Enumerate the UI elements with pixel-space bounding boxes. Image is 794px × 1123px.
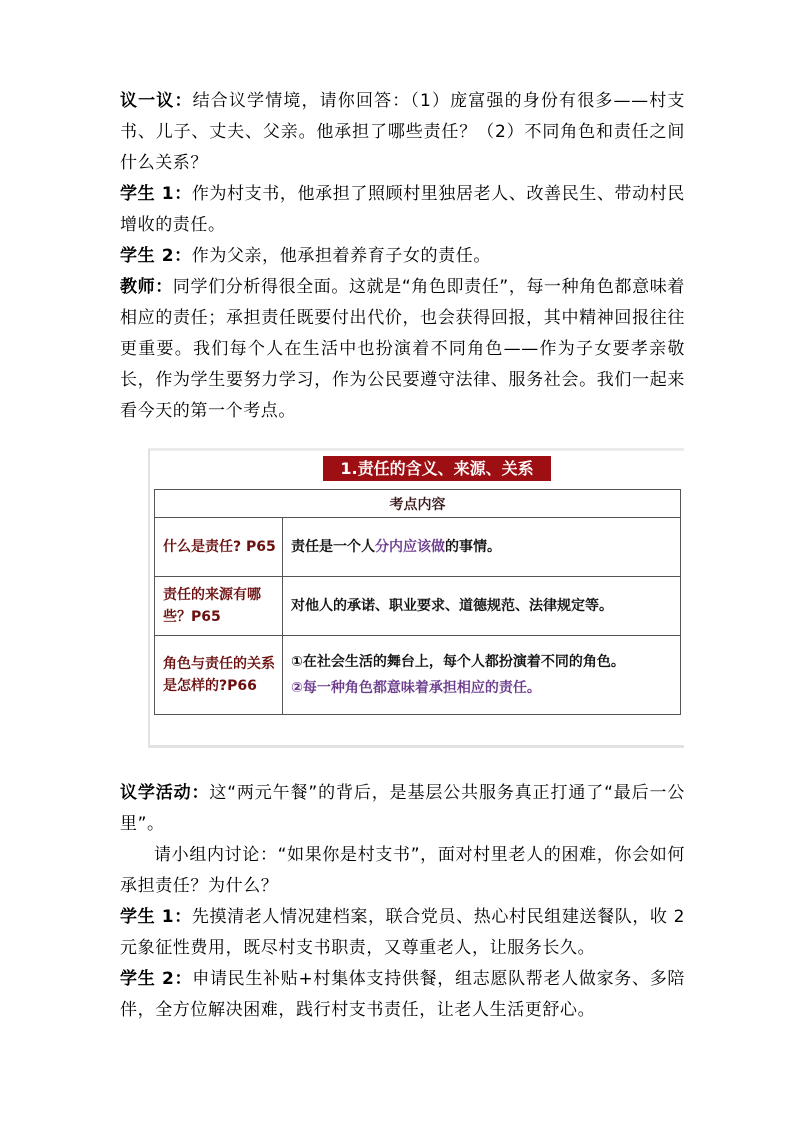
student2-answer-paragraph — [120, 964, 685, 1026]
answer-cell: 对他人的承诺、职业要求、道德规范、法律规定等。 — [283, 577, 681, 636]
table-row — [155, 577, 681, 636]
discussion-label: 议一议： — [120, 91, 193, 111]
key-point-table — [154, 489, 681, 715]
student1-label: 学生 1： — [120, 184, 192, 204]
question-cell: 责任的来源有哪些？P65 — [155, 577, 283, 636]
student1-paragraph — [120, 179, 685, 241]
student1-label: 学生 1： — [120, 907, 192, 927]
question-cell: 什么是责任? P65 — [155, 518, 283, 577]
table-row — [155, 636, 681, 715]
answer-text: 责任是一个人 — [291, 539, 375, 555]
discussion-text: 结合议学情境，请你回答：（1）庞富强的身份有很多——村支书、儿子、丈夫、父亲。他承担了哪些责任？（2）不同角色和责任之间什么关系？ — [120, 91, 685, 173]
student1-answer-paragraph — [120, 902, 685, 964]
answer-line-2: ②每一种角色都意味着承担相应的责任。 — [291, 680, 541, 696]
student2-paragraph — [120, 241, 685, 272]
teacher-paragraph — [120, 272, 685, 427]
table-row — [155, 518, 681, 577]
answer-cell — [283, 636, 681, 715]
student2-label: 学生 2： — [120, 246, 192, 266]
key-point-panel — [148, 448, 684, 748]
student2-text: 作为父亲，他承担着养育子女的责任。 — [191, 246, 491, 266]
teacher-label: 教师： — [120, 277, 173, 297]
answer-line-1: ①在社会生活的舞台上，每个人都扮演着不同的角色。 — [291, 654, 625, 670]
student1-text: 作为村支书，他承担了照顾村里独居老人、改善民生、带动村民增收的责任。 — [120, 184, 685, 235]
student2-answer-text: 申请民生补贴+村集体支持供餐，组志愿队帮老人做家务、多陪伴，全方位解决困难，践行村支书责任，让老人生活更舒心。 — [120, 969, 685, 1020]
discussion-paragraph — [120, 86, 685, 179]
bottom-section — [120, 778, 685, 1026]
activity-text: 这“两元午餐”的背后，是基层公共服务真正打通了“最后一公里”。 — [120, 783, 685, 834]
question-cell: 角色与责任的关系是怎样的?P66 — [155, 636, 283, 715]
highlight-text: 分内应该做 — [375, 539, 445, 555]
teacher-text: 同学们分析得很全面。这就是“角色即责任”，每一种角色都意味着相应的责任；承担责任既要付出代价，也会获得回报，其中精神回报往往更重要。我们每个人在生活中也扮演着不同角色——作为子女要孝亲敬长，作为学生要努力学习，作为公民要遵守法律、服务社会。我们一起来看今天的第一个考点。 — [120, 277, 685, 421]
activity-label: 议学活动： — [120, 783, 210, 803]
top-section — [120, 86, 685, 427]
prompt-paragraph: 请小组内讨论：“如果你是村支书”，面对村里老人的困难，你会如何承担责任？为什么？ — [120, 845, 685, 896]
answer-text: 的事情。 — [445, 539, 501, 555]
activity-paragraph — [120, 778, 685, 840]
student1-answer-text: 先摸清老人情况建档案，联合党员、热心村民组建送餐队，收 2 元象征性费用，既尽村支书职责，又尊重老人，让服务长久。 — [120, 907, 685, 958]
answer-cell — [283, 518, 681, 577]
panel-title: 1.责任的含义、来源、关系 — [323, 456, 551, 481]
table-header: 考点内容 — [155, 490, 681, 518]
student2-label: 学生 2： — [120, 969, 193, 989]
